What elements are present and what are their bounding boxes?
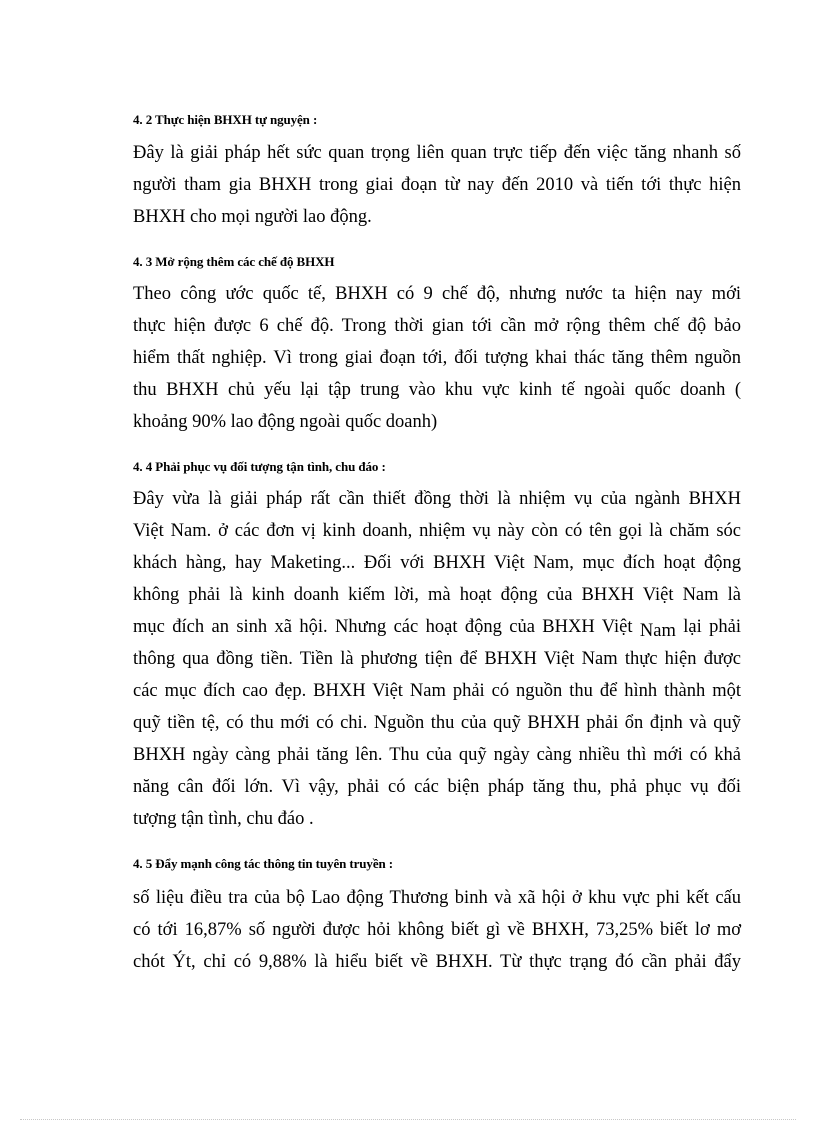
body-line: khoảng 90% lao động ngoài quốc doanh) [133, 412, 438, 432]
body-line: không phải là kinh doanh kiếm lời, mà hoạt động của BHXH Việt Nam là [133, 585, 741, 605]
body-line: các mục đích cao đẹp. BHXH Việt Nam phải có nguồn thu để hình thành một [133, 681, 741, 701]
body-line: quỹ tiền tệ, có thu mới có chi. Nguồn thu của quỹ BHXH phải ổn định và quỹ [133, 713, 741, 733]
body-line: thực hiện được 6 chế độ. Trong thời gian tới cần mở rộng thêm chế độ bảo [133, 316, 741, 336]
body-line: thu BHXH chủ yếu lại tập trung vào khu vực kinh tế ngoài quốc doanh ( [133, 380, 741, 400]
body-line: chót Ýt, chỉ có 9,88% là hiểu biết về BHXH. Từ thực trạng đó cần phải đẩy [133, 952, 741, 972]
section-heading-4-3: 4. 3 Mở rộng thêm các chế độ BHXH [133, 254, 335, 269]
section-heading-4-4: 4. 4 Phải phục vụ đối tượng tận tình, chu đáo : [133, 459, 386, 474]
body-line: người tham gia BHXH trong giai đoạn từ nay đến 2010 và tiến tới thực hiện [133, 175, 741, 195]
body-line: khách hàng, hay Maketing... Đối với BHXH Việt Nam, mục đích hoạt động [133, 553, 741, 573]
body-line: hiểm thất nghiệp. Vì trong giai đoạn tới, đối tượng khai thác tăng thêm nguồn [133, 348, 741, 368]
section-body-4-2 [133, 137, 741, 233]
section-body-4-4 [133, 483, 741, 835]
body-line: Đây vừa là giải pháp rất cần thiết đồng thời là nhiệm vụ của ngành BHXH [133, 489, 741, 509]
body-line: có tới 16,87% số người được hỏi không biết gì về BHXH, 73,25% biết lơ mơ [133, 920, 741, 940]
page-bottom-rule [20, 1119, 796, 1120]
body-line: Đây là giải pháp hết sức quan trọng liên quan trực tiếp đến việc tăng nhanh số [133, 143, 741, 163]
body-line: năng cân đối lớn. Vì vậy, phải có các biện pháp tăng thu, phả phục vụ đối [133, 777, 741, 797]
section-body-4-5 [133, 882, 741, 978]
section-body-4-3 [133, 278, 741, 438]
body-line: BHXH cho mọi người lao động. [133, 207, 372, 227]
body-line: Việt Nam. ở các đơn vị kinh doanh, nhiệm vụ này còn có tên gọi là chăm sóc [133, 521, 741, 541]
body-line-with-subscript [133, 611, 741, 643]
subscript-word: Nam [639, 621, 676, 641]
body-line: BHXH ngày càng phải tăng lên. Thu của quỹ ngày càng nhiều thì mới có khả [133, 745, 741, 765]
body-line: tượng tận tình, chu đáo . [133, 809, 314, 829]
section-heading-4-5: 4. 5 Đẩy mạnh công tác thông tin tuyên truyền : [133, 856, 394, 871]
body-line-part: lại phải [675, 617, 741, 637]
body-line-part: mục đích an sinh xã hội. Nhưng các hoạt động của BHXH Việt [133, 617, 640, 637]
section-heading-4-2: 4. 2 Thực hiện BHXH tự nguyện : [133, 112, 318, 127]
body-line: thông qua đồng tiền. Tiền là phương tiện để BHXH Việt Nam thực hiện được [133, 649, 741, 669]
body-line: số liệu điều tra của bộ Lao động Thương binh và xã hội ở khu vực phi kết cấu [133, 888, 741, 908]
body-line: Theo công ước quốc tế, BHXH có 9 chế độ, nhưng nước ta hiện nay mới [133, 284, 741, 304]
